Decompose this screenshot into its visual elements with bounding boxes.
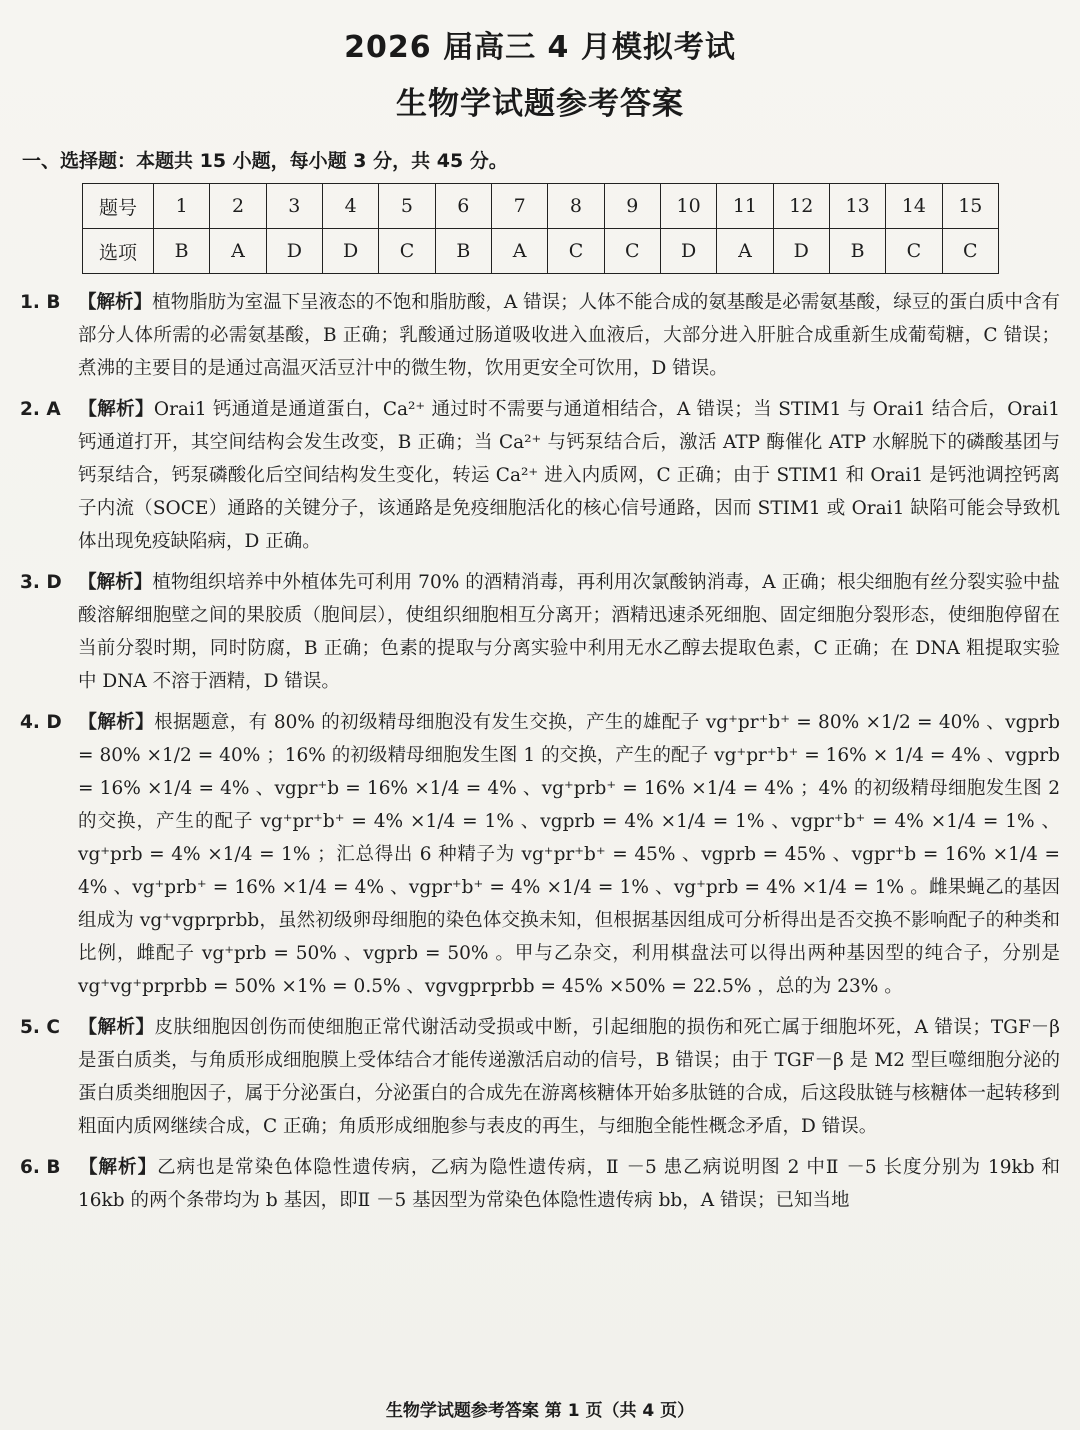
question-number-cell: 9 (604, 184, 660, 229)
answer-table (82, 183, 999, 274)
question-number-cell: 4 (322, 184, 378, 229)
question-number-cell: 10 (660, 184, 716, 229)
question-answer-label: 4. D (20, 712, 62, 733)
question-number-cell: 6 (435, 184, 491, 229)
analysis-tag: 【解析】 (78, 292, 153, 313)
explanation-1 (20, 286, 1060, 385)
analysis-tag: 【解析】 (78, 712, 155, 733)
answer-option-cell: A (491, 229, 547, 274)
answer-option-cell: D (266, 229, 322, 274)
question-answer-label: 5. C (20, 1017, 60, 1038)
analysis-tag: 【解析】 (78, 399, 154, 420)
analysis-tag: 【解析】 (78, 1017, 155, 1038)
answer-option-cell: B (435, 229, 491, 274)
explanation-4 (20, 706, 1060, 1003)
question-number-cell: 13 (829, 184, 885, 229)
answer-option-cell: C (886, 229, 942, 274)
explanation-6 (20, 1151, 1060, 1217)
row-label-question-number: 题号 (83, 184, 154, 229)
explanation-text: Orai1 钙通道是通道蛋白，Ca²⁺ 通过时不需要与通道相结合，A 错误；当 STIM1 与 Orai1 结合后，Orai1 钙通道打开，其空间结构会发生改变，B 正确；当 Ca²⁺ 与钙泵结合后，激活 ATP 酶催化 ATP 水解脱下的磷酸基团与钙泵结合，钙泵磷酸化后空间结构发生变化，转运 Ca²⁺ 进入内质网，C 正确；由于 STIM1 和 Orai1 是钙池调控钙离子内流（SOCE）通路的关键分子，该通路是免疫细胞活化的核心信号通路，因而 STIM1 或 Orai1 缺陷可能会导致机体出现免疫缺陷病，D 正确。 (78, 399, 1060, 552)
explanations-list (20, 286, 1060, 1225)
answer-option-cell: D (773, 229, 829, 274)
explanation-3 (20, 566, 1060, 698)
answer-option-cell: B (154, 229, 210, 274)
row-label-answer-option: 选项 (83, 229, 154, 274)
analysis-tag: 【解析】 (78, 572, 153, 593)
answer-option-cell: C (942, 229, 998, 274)
question-number-cell: 3 (266, 184, 322, 229)
explanation-text: 皮肤细胞因创伤而使细胞正常代谢活动受损或中断，引起细胞的损伤和死亡属于细胞坏死，A 错误；TGF－β 是蛋白质类，与角质形成细胞膜上受体结合才能传递激活启动的信号，B 错误；由于 TGF－β 是 M2 型巨噬细胞分泌的蛋白质类细胞因子，属于分泌蛋白，分泌蛋白的合成先在游离核糖体开始多肽链的合成，后这段肽链与核糖体一起转移到粗面内质网继续合成，C 正确；角质形成细胞参与表皮的再生，与细胞全能性概念矛盾，D 错误。 (78, 1017, 1060, 1137)
question-answer-label: 1. B (20, 292, 61, 313)
answer-option-cell: C (379, 229, 435, 274)
document-subtitle: 生物学试题参考答案 (396, 86, 684, 122)
answer-option-cell: C (548, 229, 604, 274)
question-number-cell: 11 (717, 184, 773, 229)
analysis-tag: 【解析】 (78, 1157, 158, 1178)
explanation-text: 根据题意，有 80% 的初级精母细胞没有发生交换，产生的雄配子 vg⁺pr⁺b⁺ = 80% ×1/2 = 40% 、vgprb = 80% ×1/2 = 40% ；16% 的初级精母细胞发生图 1 的交换，产生的配子 vg⁺pr⁺b⁺ = 16% × 1/4 = 4% 、vgprb = 16% ×1/4 = 4% 、vgpr⁺b = 16% ×1/4 = 4% 、vg⁺prb⁺ = 16% ×1/4 = 4% ；4% 的初级精母细胞发生图 2 的交换，产生的配子 vg⁺pr⁺b⁺ = 4% ×1/4 = 1% 、vgprb = 4% ×1/4 = 1% 、vgpr⁺b⁺ = 4% ×1/4 = 1% 、vg⁺prb = 4% ×1/4 = 1% ；汇总得出 6 种精子为 vg⁺pr⁺b⁺ = 45% 、vgprb = 45% 、vgpr⁺b = 16% ×1/4 = 4% 、vg⁺prb⁺ = 16% ×1/4 = 4% 、vgpr⁺b⁺ = 4% ×1/4 = 1% 、vg⁺prb = 4% ×1/4 = 1% 。雌果蝇乙的基因组成为 vg⁺vgprprbb，虽然初级卵母细胞的染色体交换未知，但根据基因组成可分析得出是否交换不影响配子的种类和比例，雌配子 vg⁺prb = 50% 、vgprb = 50% 。甲与乙杂交，利用棋盘法可以得出两种基因型的纯合子，分别是 vg⁺vg⁺prprbb = 50% ×1% = 0.5% 、vgvgprprbb = 45% ×50% = 22.5% ，总的为 23% 。 (78, 712, 1060, 997)
question-number-cell: 2 (210, 184, 266, 229)
question-number-cell: 14 (886, 184, 942, 229)
page-footer: 生物学试题参考答案 第 1 页（共 4 页） (385, 1401, 695, 1421)
explanation-2 (20, 393, 1060, 558)
answer-option-cell: D (660, 229, 716, 274)
explanation-text: 植物组织培养中外植体先可利用 70% 的酒精消毒，再利用次氯酸钠消毒，A 正确；根尖细胞有丝分裂实验中盐酸溶解细胞壁之间的果胶质（胞间层），使组织细胞相互分离开；酒精迅速杀死细胞、固定细胞分裂形态，使细胞停留在当前分裂时期，同时防腐，B 正确；色素的提取与分离实验中利用无水乙醇去提取色素，C 正确；在 DNA 粗提取实验中 DNA 不溶于酒精，D 错误。 (78, 572, 1060, 692)
question-answer-label: 3. D (20, 572, 62, 593)
question-number-cell: 1 (154, 184, 210, 229)
answer-option-cell: D (322, 229, 378, 274)
question-answer-label: 6. B (20, 1157, 61, 1178)
answer-option-cell: B (829, 229, 885, 274)
question-number-cell: 5 (379, 184, 435, 229)
answer-option-row (83, 229, 999, 274)
question-number-row (83, 184, 999, 229)
explanation-text: 植物脂肪为室温下呈液态的不饱和脂肪酸，A 错误；人体不能合成的氨基酸是必需氨基酸，绿豆的蛋白质中含有部分人体所需的必需氨基酸，B 正确；乳酸通过肠道吸收进入血液后，大部分进入肝脏合成重新生成葡萄糖，C 错误；煮沸的主要目的是通过高温灭活豆汁中的微生物，饮用更安全可饮用，D 错误。 (78, 292, 1060, 379)
question-answer-label: 2. A (20, 399, 61, 420)
question-number-cell: 7 (491, 184, 547, 229)
answer-option-cell: A (717, 229, 773, 274)
section-heading-multiple-choice: 一、选择题：本题共 15 小题，每小题 3 分，共 45 分。 (22, 150, 508, 172)
question-number-cell: 15 (942, 184, 998, 229)
question-number-cell: 12 (773, 184, 829, 229)
answer-option-cell: A (210, 229, 266, 274)
exam-title: 2026 届高三 4 月模拟考试 (344, 30, 736, 65)
question-number-cell: 8 (548, 184, 604, 229)
answer-option-cell: C (604, 229, 660, 274)
explanation-5 (20, 1011, 1060, 1143)
explanation-text: 乙病也是常染色体隐性遗传病，乙病为隐性遗传病，Ⅱ －5 患乙病说明图 2 中Ⅱ －5 长度分别为 19kb 和 16kb 的两个条带均为 b 基因，即Ⅱ －5 基因型为常染色体隐性遗传病 bb，A 错误；已知当地 (78, 1157, 1060, 1211)
